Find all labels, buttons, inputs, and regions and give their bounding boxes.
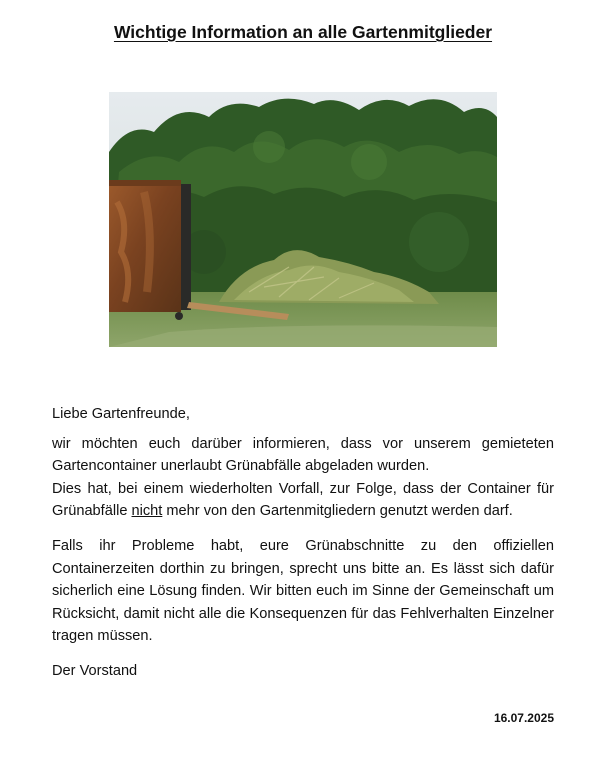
container-and-green-waste-image — [109, 92, 497, 347]
letter-body — [52, 403, 554, 683]
garden-photo — [109, 92, 497, 347]
paragraph-1 — [52, 433, 554, 523]
paragraph-1-sentence-2-end: mehr von den Gartenmitgliedern genutzt werden darf. — [162, 503, 513, 520]
paragraph-2: Falls ihr Probleme habt, eure Grünabschnitte zu den offiziellen Containerzeiten dorthin zu bringen, sprecht uns bitte an. Es lässt sich dafür sicherlich eine Lösung finden. Wir bitten euch im Sinne der Gemeinschaft um Rücksicht, damit nicht alle die Konsequenzen für das Fehlverhalten Einzelner tragen müssen. — [52, 537, 554, 645]
page-title: Wichtige Information an alle Gartenmitglieder — [113, 22, 493, 42]
date-stamp: 16.07.2025 — [493, 711, 554, 725]
paragraph-1-sentence-1: wir möchten euch darüber informieren, dass vor unserem gemieteten Gartencontainer unerlaubt Grünabfälle abgeladen wurden. — [52, 435, 554, 475]
paragraph-1-sentence-2-start: Dies hat, bei einem wiederholten Vorfall, zur Folge, dass der Container für Grünabfälle — [52, 480, 554, 520]
greeting: Liebe Gartenfreunde, — [52, 406, 190, 422]
signature: Der Vorstand — [52, 662, 138, 679]
emphasis-nicht: nicht — [131, 503, 163, 520]
